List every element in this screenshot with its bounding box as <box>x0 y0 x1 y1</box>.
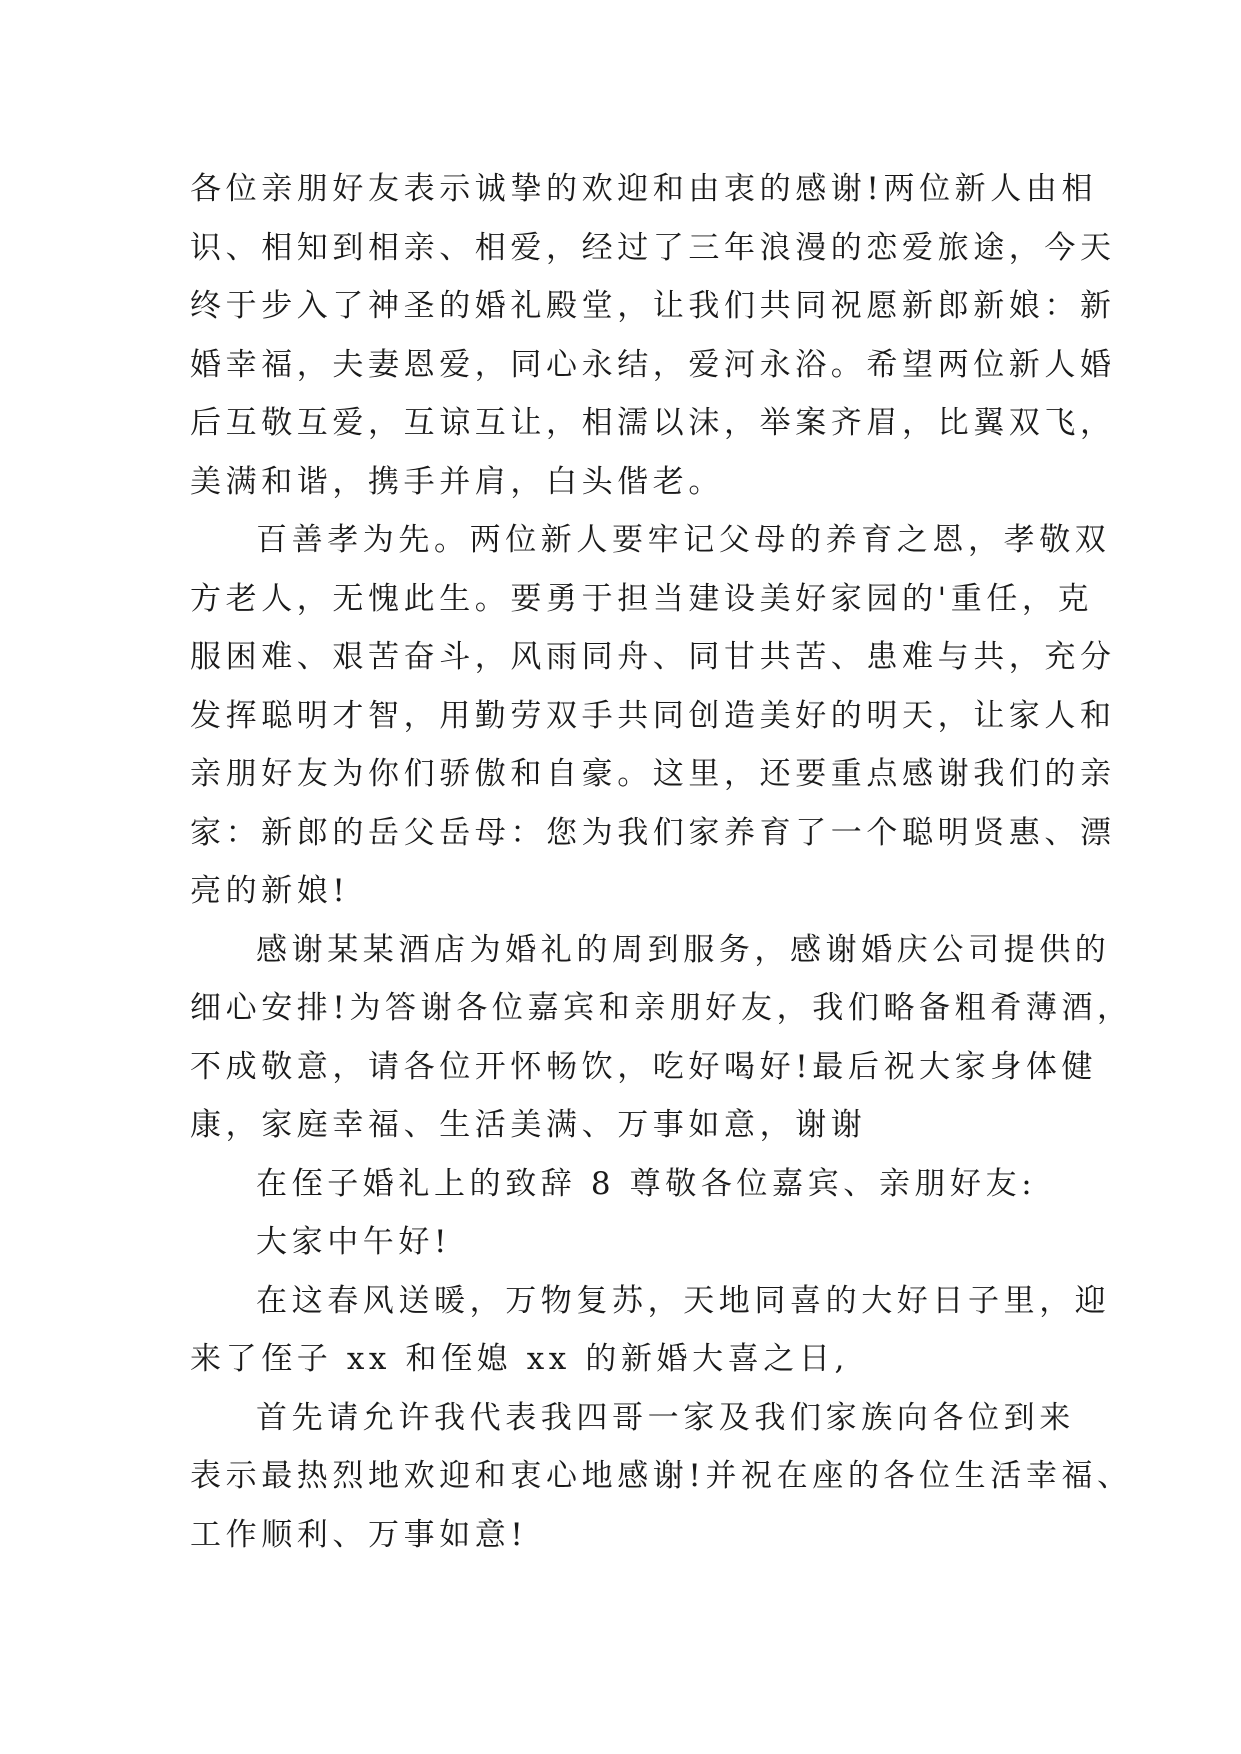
text-line: 各位亲朋好友表示诚挚的欢迎和由衷的感谢!两位新人由相 <box>190 171 1098 207</box>
text-line: 细心安排!为答谢各位嘉宾和亲朋好友，我们略备粗肴薄酒， <box>190 990 1133 1026</box>
paragraph-first-line: 在这春风送暖，万物复苏，天地同喜的大好日子里，迎 <box>256 1282 1111 1319</box>
section-heading-line: 在侄子婚礼上的致辞 8 尊敬各位嘉宾、亲朋好友: <box>256 1165 1037 1202</box>
text-line: 识、相知到相亲、相爱，经过了三年浪漫的恋爱旅途，今天 <box>190 229 1116 266</box>
text-line: 工作顺利、万事如意! <box>190 1516 528 1553</box>
greeting-line: 大家中午好! <box>256 1224 452 1260</box>
text-line: 不成敬意，请各位开怀畅饮，吃好喝好!最后祝大家身体健 <box>190 1048 1098 1085</box>
text-line: 亲朋好友为你们骄傲和自豪。这里，还要重点感谢我们的亲 <box>190 756 1116 792</box>
text-line: 婚幸福，夫妻恩爱，同心永结，爱河永浴。希望两位新人婚 <box>190 346 1116 383</box>
text-line: 发挥聪明才智，用勤劳双手共同创造美好的明天，让家人和 <box>190 697 1116 734</box>
text-line: 亮的新娘! <box>190 873 350 909</box>
paragraph-first-line: 感谢某某酒店为婚礼的周到服务，感谢婚庆公司提供的 <box>256 931 1111 968</box>
document-body <box>190 160 1133 1564</box>
text-line: 表示最热烈地欢迎和衷心地感谢!并祝在座的各位生活幸福、 <box>190 1458 1133 1494</box>
text-line: 美满和谐，携手并肩，白头偕老。 <box>190 463 724 500</box>
paragraph-first-line: 百善孝为先。两位新人要牢记父母的养育之恩，孝敬双 <box>256 522 1111 558</box>
text-line: 方老人，无愧此生。要勇于担当建设美好家园的'重任，克 <box>190 580 1094 617</box>
paragraph-first-line: 首先请允许我代表我四哥一家及我们家族向各位到来 <box>256 1399 1075 1436</box>
text-line: 服困难、艰苦奋斗，风雨同舟、同甘共苦、患难与共，充分 <box>190 639 1116 675</box>
text-line: 来了侄子 xx 和侄媳 xx 的新婚大喜之日, <box>190 1341 849 1377</box>
text-line: 康，家庭幸福、生活美满、万事如意，谢谢 <box>190 1107 867 1143</box>
text-line: 后互敬互爱，互谅互让，相濡以沫，举案齐眉，比翼双飞， <box>190 405 1116 441</box>
text-line: 终于步入了神圣的婚礼殿堂，让我们共同祝愿新郎新娘：新 <box>190 288 1116 324</box>
text-line: 家：新郎的岳父岳母：您为我们家养育了一个聪明贤惠、漂 <box>190 814 1116 851</box>
